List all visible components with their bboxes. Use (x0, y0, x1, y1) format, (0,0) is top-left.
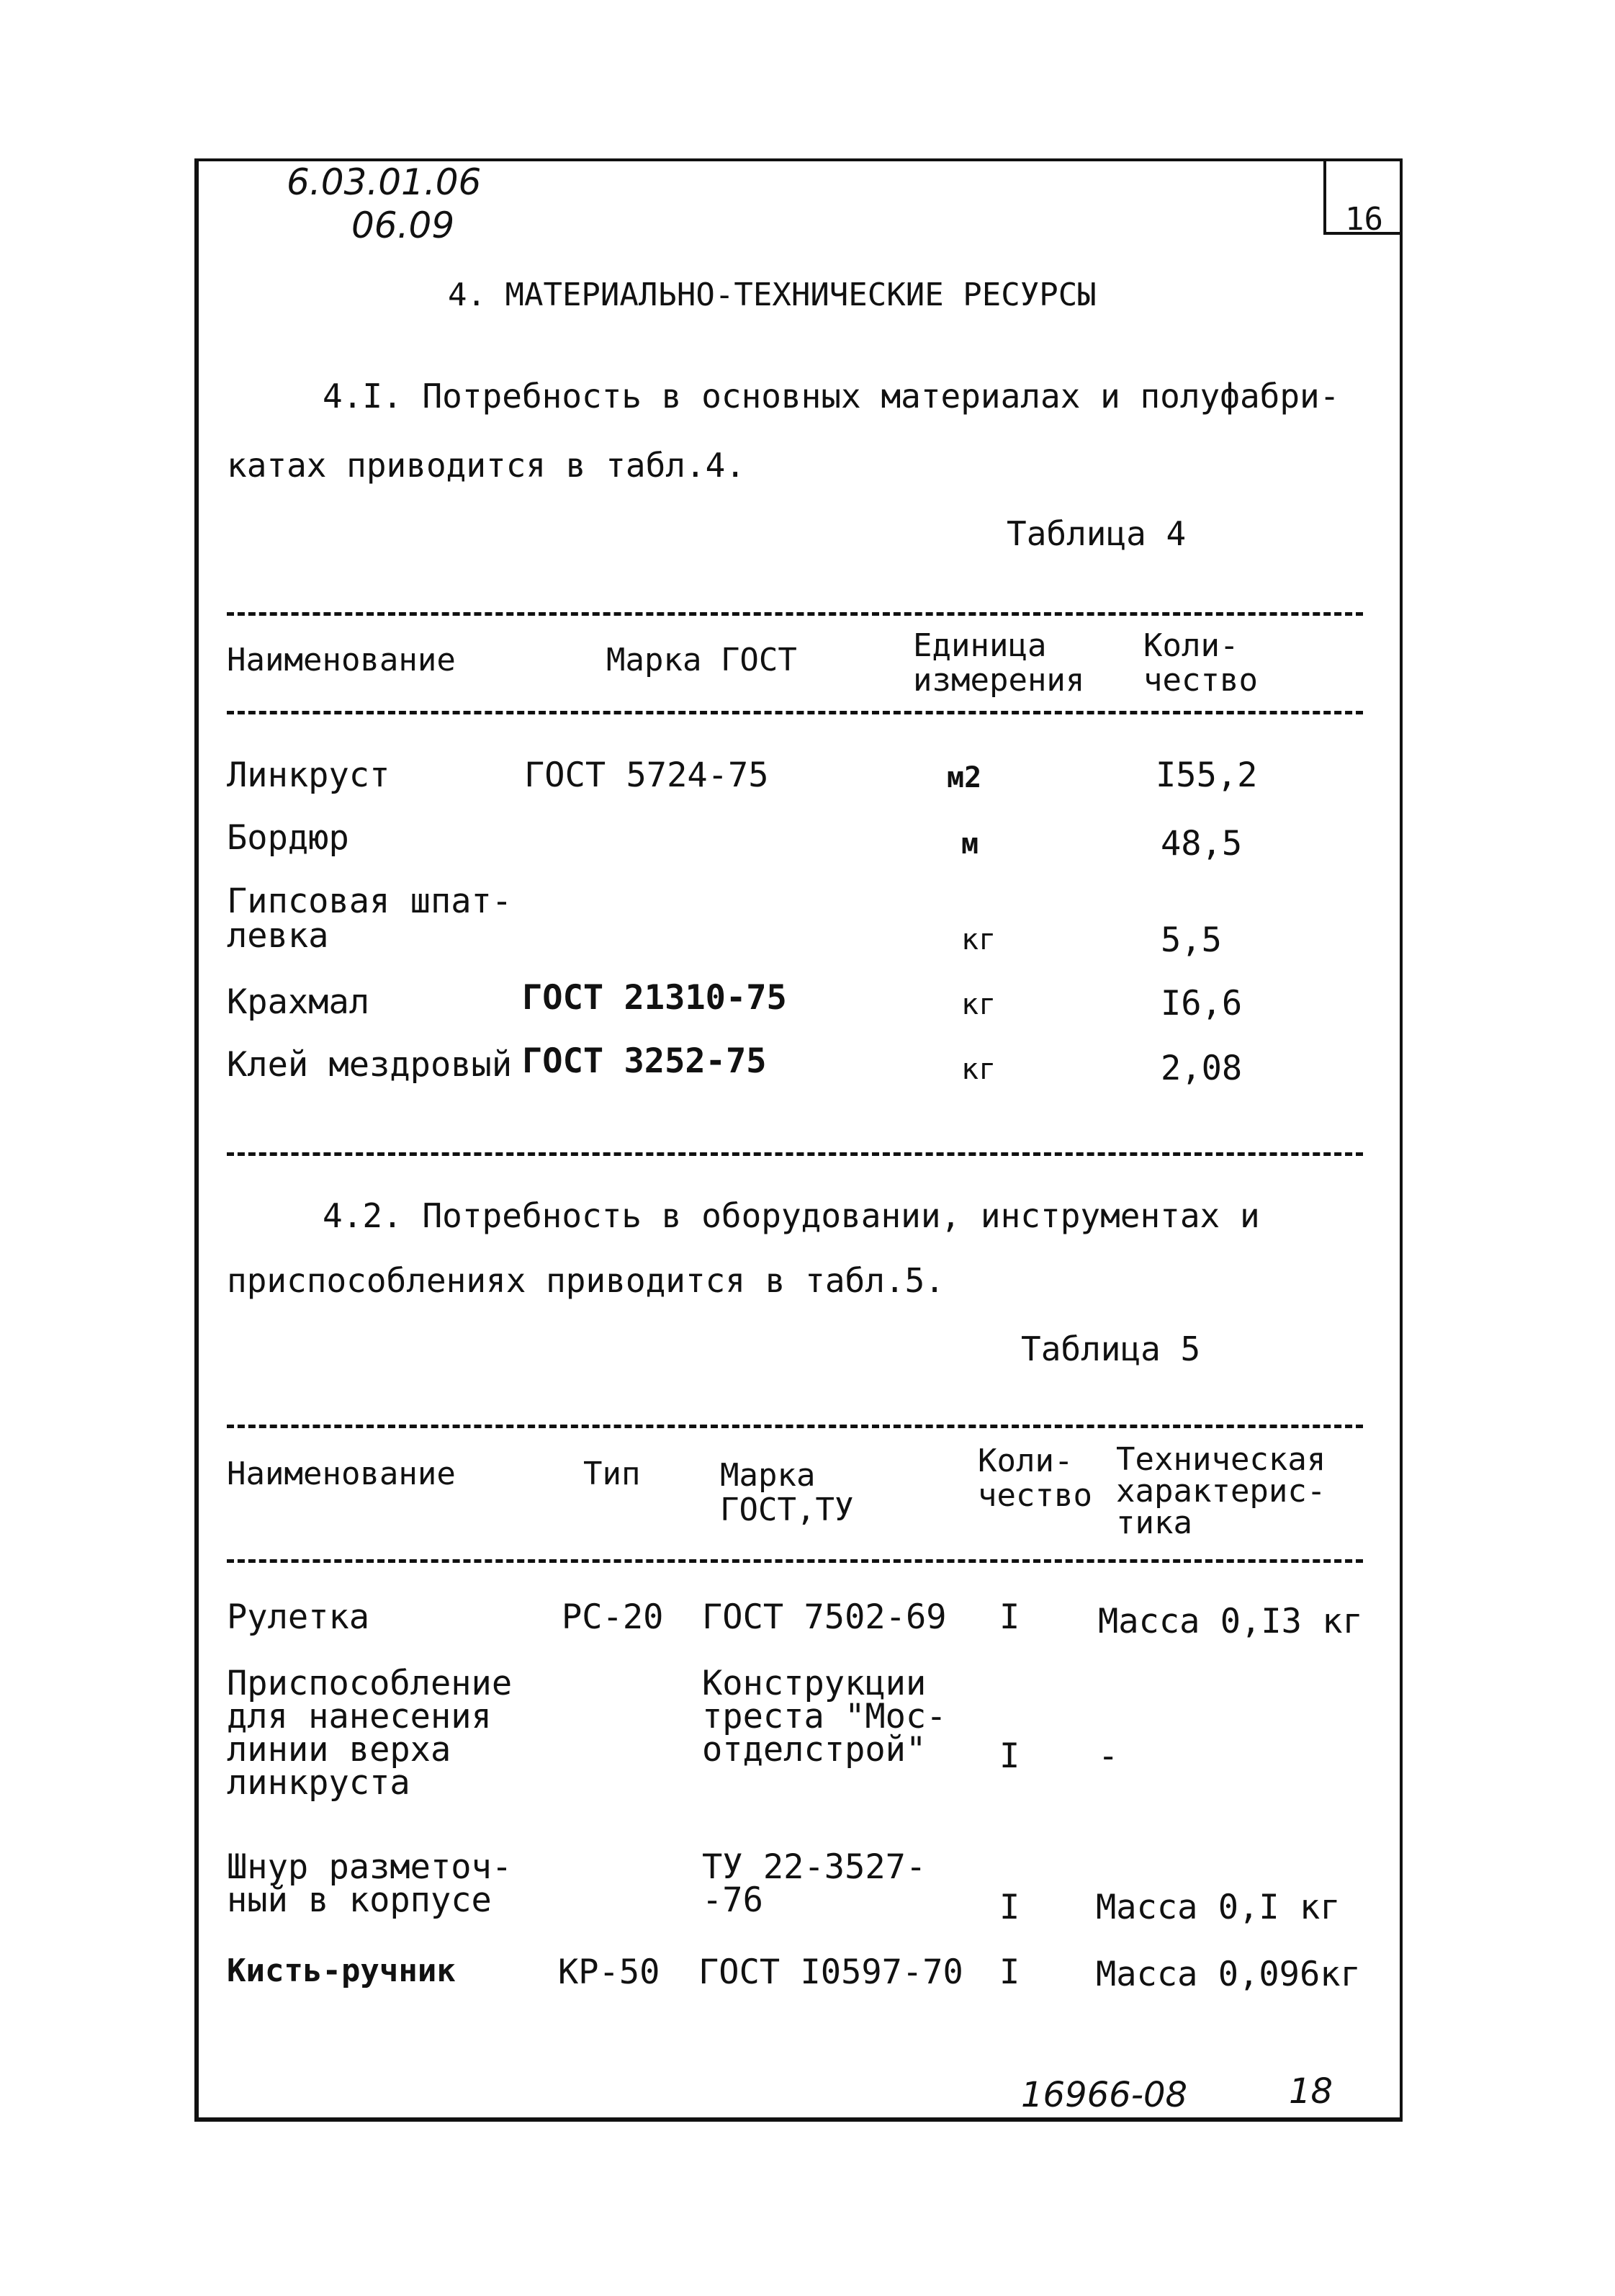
table5-header-rule (227, 1559, 1363, 1563)
table5-row3-mark: ТУ 22-3527- -76 (702, 1847, 927, 1920)
table5-caption: Таблица 5 (1021, 1329, 1201, 1368)
table5-row2-spec: - (1098, 1736, 1119, 1776)
paragraph-4-2-line1: 4.2. Потребность в оборудовании, инструментах и (323, 1196, 1260, 1235)
table4-row2-qty: 48,5 (1161, 824, 1243, 864)
table5-row3-qty: I (999, 1888, 1020, 1927)
table4-row5-mark: ГОСТ 3252-75 (522, 1041, 767, 1081)
table5-row3-spec: Масса 0,I кг (1096, 1888, 1341, 1927)
table5-header-type: Тип (583, 1456, 641, 1492)
table4-row2-unit: м (961, 828, 979, 861)
table4-row4-name: Крахмал (227, 982, 370, 1022)
table4-row4-qty: I6,6 (1161, 984, 1243, 1023)
table4-header-rule (227, 711, 1363, 714)
table4-row5-unit: кг (961, 1053, 997, 1086)
document-code: 6.03.01.06 (287, 161, 482, 203)
page-number: 16 (1345, 201, 1383, 238)
table5-top-rule (227, 1425, 1363, 1428)
table4-row1-mark: ГОСТ 5724-75 (524, 755, 769, 795)
table5-row2-qty: I (999, 1736, 1020, 1776)
document-subcode: 06.09 (351, 205, 455, 246)
table5-row4-mark: ГОСТ I0597-70 (698, 1952, 963, 1992)
table4-header-mark: Марка ГОСТ (606, 642, 797, 678)
table4-row4-unit: кг (961, 988, 997, 1021)
table5-header-qty: Коли- чество (978, 1443, 1092, 1514)
table5-row4-spec: Масса 0,096кг (1096, 1955, 1361, 1994)
table5-row4-name: Кисть-ручник (227, 1952, 456, 1989)
footer-document-number: 16966-08 (1021, 2075, 1188, 2115)
table4-row2-name: Бордюр (227, 818, 349, 858)
table5-row1-mark: ГОСТ 7502-69 (702, 1597, 947, 1637)
table4-row1-name: Линкруст (227, 755, 390, 795)
table4-header-unit: Единица измерения (913, 627, 1085, 699)
table4-caption: Таблица 4 (1007, 514, 1187, 553)
table4-row3-name: Гипсовая шпат- левка (227, 882, 513, 956)
paragraph-4-1-line2: катах приводится в табл.4. (227, 446, 746, 485)
table4-row3-unit: кг (961, 923, 997, 956)
table5-row2-name: Приспособление для нанесения линии верха линкруста (227, 1664, 513, 1803)
table4-bottom-rule (227, 1152, 1363, 1156)
table4-row4-mark: ГОСТ 21310-75 (522, 978, 787, 1018)
paragraph-4-2-line2: приспособлениях приводится в табл.5. (227, 1261, 945, 1300)
table4-header-qty: Коли- чество (1143, 627, 1258, 699)
table4-row5-name: Клей мездровый (227, 1045, 513, 1085)
table5-row1-type: РС-20 (562, 1597, 664, 1637)
table5-header-spec: Техническая характерис- тика (1116, 1441, 1326, 1541)
table5-row1-spec: Масса 0,I3 кг (1098, 1602, 1363, 1641)
table4-top-rule (227, 612, 1363, 616)
table4-header-name: Наименование (227, 642, 456, 678)
section-title: 4. МАТЕРИАЛЬНО-ТЕХНИЧЕСКИЕ РЕСУРСЫ (448, 277, 1097, 313)
table5-header-mark: Марка ГОСТ,ТУ (720, 1457, 854, 1528)
table5-row1-qty: I (999, 1597, 1020, 1637)
table5-header-name: Наименование (227, 1456, 456, 1492)
table5-row2-mark: Конструкции треста "Мос- отделстрой" (702, 1664, 947, 1770)
table5-row3-name: Шнур разметоч- ный в корпусе (227, 1847, 513, 1920)
footer-sheet-number: 18 (1289, 2071, 1333, 2112)
paragraph-4-1-line1: 4.I. Потребность в основных материалах и полуфабри- (323, 377, 1340, 416)
table5-row1-name: Рулетка (227, 1597, 370, 1637)
table5-row4-type: КР-50 (558, 1952, 660, 1992)
table4-row1-qty: I55,2 (1156, 755, 1258, 795)
table4-row1-unit: м2 (947, 761, 982, 794)
table4-row5-qty: 2,08 (1161, 1049, 1243, 1088)
table5-row4-qty: I (999, 1952, 1020, 1992)
table4-row3-qty: 5,5 (1161, 920, 1222, 960)
